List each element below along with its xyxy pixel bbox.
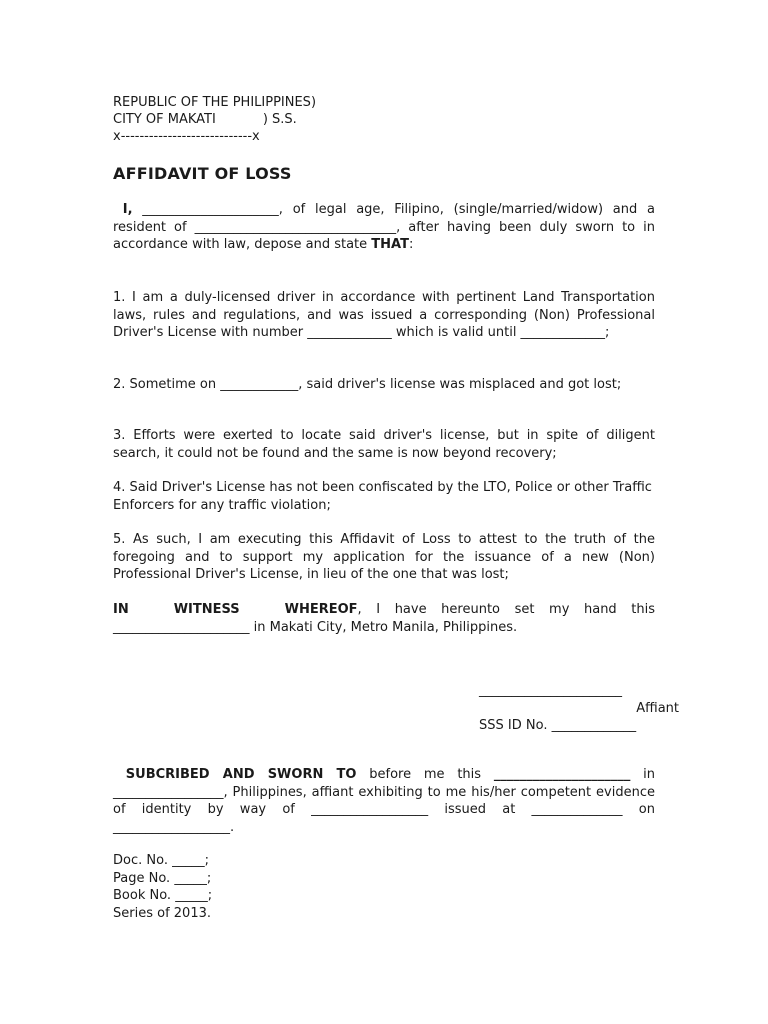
doc-no: Doc. No. _____; [113, 853, 209, 868]
intro-paragraph [113, 201, 655, 254]
jurat-mid: before me this [356, 767, 494, 782]
affiant-label: Affiant [636, 700, 679, 716]
witness-bold: IN WITNESS WHEREOF [113, 602, 358, 617]
intro-that: THAT [371, 237, 409, 252]
jurat-text: in _________________, Philippines, affiant exhibiting to me his/her competent evidence of identity by way of __________________ issued at ______________ on __________________. [113, 767, 656, 835]
city-line [113, 111, 316, 128]
republic-line: REPUBLIC OF THE PHILIPPINES) [113, 95, 317, 110]
separator-line: x----------------------------x [113, 129, 260, 144]
jurat-paragraph [113, 766, 655, 836]
venue-header [113, 94, 316, 145]
witness-text: , I have hereunto set my hand this _____________________ in Makati City, Metro Manila, Philippines. [113, 602, 655, 635]
item-2: 2. Sometime on ____________, said driver's license was misplaced and got lost; [113, 377, 622, 392]
signature-line: ______________________ [479, 683, 622, 698]
document-title: AFFIDAVIT OF LOSS [113, 164, 292, 183]
jurat-blank: _____________________ [493, 767, 631, 782]
affiant-signature-block [479, 682, 679, 735]
intro-colon: : [408, 237, 414, 252]
intro-pronoun: I, [122, 202, 133, 217]
ss-mark: ) S.S. [262, 112, 297, 127]
notary-register [113, 852, 212, 922]
book-no: Book No. _____; [113, 888, 213, 903]
item-1: 1. I am a duly-licensed driver in accordance with pertinent Land Transportation laws, rules and regulations, and was issued a corresponding (Non) Professional Driver's License with number _____________ which is valid until _____________; [113, 290, 655, 340]
page-no: Page No. _____; [113, 870, 212, 886]
item-4: 4. Said Driver's License has not been confiscated by the LTO, Police or other Traffic Enforcers for any traffic violation; [113, 480, 652, 513]
item-5: 5. As such, I am executing this Affidavit of Loss to attest to the truth of the foregoing and to support my application for the issuance of a new (Non) Professional Driver's License, in lieu of the one that was lost; [113, 532, 655, 582]
series-year: Series of 2013. [113, 905, 211, 921]
jurat-bold: SUBCRIBED AND SWORN TO [125, 767, 357, 782]
city-name: CITY OF MAKATI [113, 112, 216, 127]
intro-text: _____________________, of legal age, Filipino, (single/married/widow) and a resident of _______________________________, after having been duly sworn to in accordance with law, depose and state [113, 202, 655, 252]
witness-paragraph [113, 601, 655, 636]
sss-id-line: SSS ID No. _____________ [479, 718, 637, 733]
item-3: 3. Efforts were exerted to locate said driver's license, but in spite of diligent search, it could not be found and the same is now beyond recovery; [113, 428, 655, 461]
